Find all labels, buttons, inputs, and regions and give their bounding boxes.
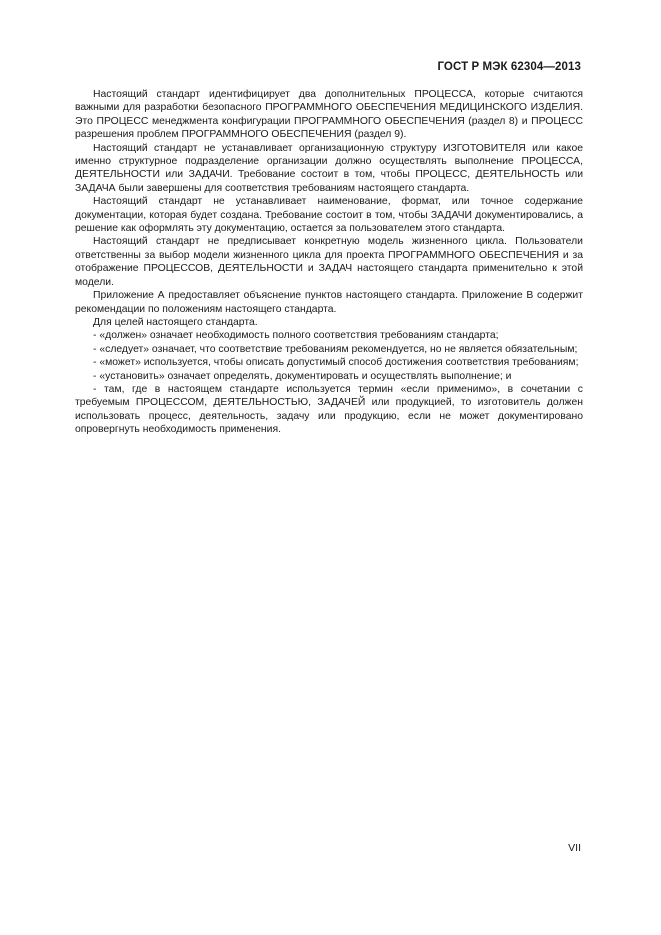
paragraph: Для целей настоящего стандарта.	[93, 316, 258, 328]
paragraph: Настоящий стандарт не предписывает конкретную модель жизненного цикла. Пользователи ответственны за выбор модели жизненного цикла для проекта ПРОГРАММНОГО ОБЕСПЕЧЕНИЯ и за отображение ПРОЦЕССОВ, ДЕЯТЕЛЬНОСТИ и ЗАДАЧ настоящего стандарта применительно к этой модели.	[75, 236, 583, 288]
list-item: - «следует» означает, что соответствие требованиям рекомендуется, но не является обязательным;	[93, 343, 578, 355]
list-item: - «установить» означает определять, документировать и осуществлять выполнение; и	[93, 370, 512, 382]
page-body	[75, 88, 583, 437]
list-item: - «должен» означает необходимость полного соответствия требованиям стандарта;	[93, 330, 499, 342]
paragraph: Настоящий стандарт не устанавливает организационную структуру ИЗГОТОВИТЕЛЯ или какое именно структурное подразделение организации должно осуществлять выполнение ПРОЦЕССА, ДЕЯТЕЛЬНОСТИ или ЗАДАЧИ. Требование состоит в том, чтобы ПРОЦЕСС, ДЕЯТЕЛЬНОСТЬ или ЗАДАЧА были завершены для соответствия требованиям настоящего стандарта.	[75, 142, 583, 194]
list-item: - «может» используется, чтобы описать допустимый способ достижения соответствия требованиям;	[93, 357, 579, 369]
page-number: VII	[568, 842, 581, 854]
list-item: - там, где в настоящем стандарте используется термин «если применимо», в сочетании с требуемым ПРОЦЕССОМ, ДЕЯТЕЛЬНОСТЬЮ, ЗАДАЧЕЙ или продукцией, то изготовитель должен использовать процесс, деятельность, задачу или продукцию, если не может документировано опровергнуть необходимость применения.	[75, 383, 583, 436]
paragraph: Настоящий стандарт не устанавливает наименование, формат, или точное содержание документации, которая будет создана. Требование состоит в том, чтобы ЗАДАЧИ документировались, а решение как оформлять эту документацию, остается за пользователем этого стандарта.	[75, 196, 583, 235]
paragraph: Приложение А предоставляет объяснение пунктов настоящего стандарта. Приложение В содержит рекомендации по положениям настоящего стандарта.	[75, 290, 583, 315]
paragraph: Настоящий стандарт идентифицирует два дополнительных ПРОЦЕССА, которые считаются важными для разработки безопасного ПРОГРАММНОГО ОБЕСПЕЧЕНИЯ МЕДИЦИНСКОГО ИЗДЕЛИЯ. Это ПРОЦЕСС менеджмента конфигурации ПРОГРАММНОГО ОБЕСПЕЧЕНИЯ (раздел 8) и ПРОЦЕСС разрешения проблем ПРОГРАММНОГО ОБЕСПЕЧЕНИЯ (раздел 9).	[75, 89, 583, 141]
document-number: ГОСТ Р МЭК 62304—2013	[437, 61, 581, 73]
